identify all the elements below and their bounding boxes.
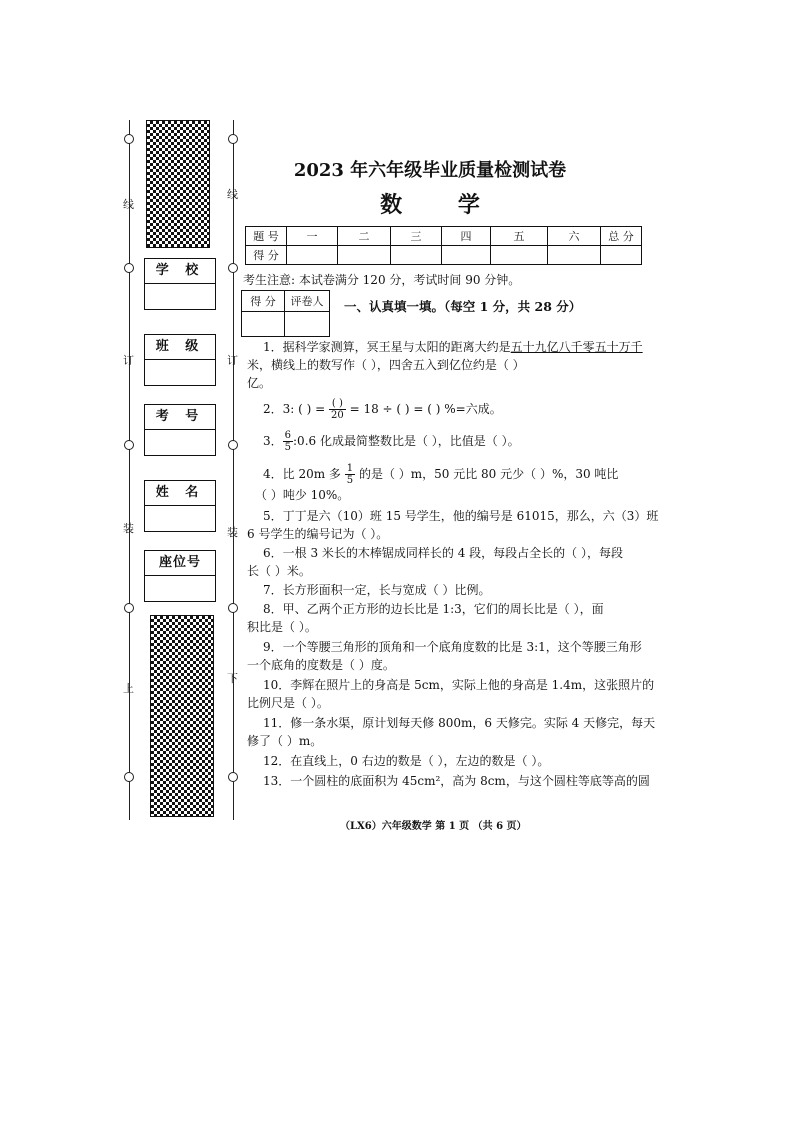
fraction-denominator: 20 (331, 410, 344, 421)
grader-name-cell[interactable] (285, 312, 330, 337)
score-cell[interactable] (548, 246, 601, 265)
question-12: 12．在直线上，0 右边的数是（ ），左边的数是（ ）。 (263, 754, 550, 768)
binding-hole (228, 772, 238, 782)
fraction-denominator: 5 (284, 442, 292, 453)
binding-hole (228, 440, 238, 450)
margin-label-zhuang-right: 装 (227, 526, 238, 539)
score-cell[interactable] (442, 246, 491, 265)
binding-hole (124, 134, 134, 144)
exam-title: 2023 年六年级毕业质量检测试卷 (293, 160, 567, 181)
school-field[interactable] (144, 258, 216, 310)
name-label: 姓 名 (145, 481, 215, 506)
margin-label-zhuang-left: 装 (123, 522, 134, 535)
score-cell[interactable] (338, 246, 391, 265)
question-3 (263, 430, 520, 453)
question-1 (263, 338, 643, 356)
score-header-cell: 六 (548, 227, 601, 246)
score-table (245, 226, 642, 265)
fraction (345, 463, 355, 486)
margin-label-xian-right: 线 (227, 188, 238, 201)
question-7: 7．长方形面积一定，长与宽成（ ）比例。 (263, 583, 491, 597)
exam-note: 考生注意: 本试卷满分 120 分，考试时间 90 分钟。 (243, 273, 521, 287)
binding-hole (228, 263, 238, 273)
checker-pattern-bottom (150, 615, 214, 817)
question-text: = 18 ÷ ( ) = ( ) %=六成。 (349, 402, 502, 416)
fraction-numerator: 1 (346, 463, 354, 474)
fraction (283, 430, 293, 453)
checker-pattern-top (146, 120, 210, 248)
score-header-cell: 二 (338, 227, 391, 246)
grader-table (241, 290, 330, 337)
question-5: 5．丁丁是六（10）班 15 号学生，他的编号是 61015，那么，六（3）班 (263, 509, 659, 523)
score-row-label: 得 分 (246, 246, 287, 265)
page-footer: （LX6）六年级数学 第 1 页 （共 6 页） (340, 821, 527, 832)
question-text: 1．据科学家测算，冥王星与太阳的距离大约是 (263, 340, 511, 354)
binding-hole (124, 440, 134, 450)
question-9: 9．一个等腰三角形的顶角和一个底角度数的比是 3:1，这个等腰三角形 (263, 640, 642, 654)
question-6-line-2: 长（ ）米。 (247, 564, 311, 578)
section-heading: 一、认真填一填。（每空 1 分，共 28 分） (344, 299, 582, 314)
grader-score-cell[interactable] (242, 312, 285, 337)
fraction (329, 398, 346, 421)
score-table-score-row (246, 246, 642, 265)
question-13: 13．一个圆柱的底面积为 45cm²，高为 8cm，与这个圆柱等底等高的圆 (263, 774, 650, 788)
question-9-line-2: 一个底角的度数是（ ）度。 (247, 658, 395, 672)
class-label: 班 级 (145, 335, 215, 360)
question-4-line-2: （ ）吨少 10%。 (255, 488, 350, 502)
school-label: 学 校 (145, 259, 215, 284)
exam-number-field[interactable] (144, 404, 216, 456)
score-header-cell: 五 (491, 227, 548, 246)
margin-label-xia-right: 下 (227, 672, 238, 685)
class-field[interactable] (144, 334, 216, 386)
score-header-cell: 一 (287, 227, 338, 246)
seat-number-label: 座位号 (145, 551, 215, 576)
right-binding-line (233, 120, 234, 820)
exam-number-label: 考 号 (145, 405, 215, 430)
left-binding-line (129, 120, 130, 820)
question-10: 10．李辉在照片上的身高是 5cm，实际上他的身高是 1.4m，这张照片的 (263, 678, 655, 692)
score-cell[interactable] (491, 246, 548, 265)
score-header-cell: 题 号 (246, 227, 287, 246)
question-6: 6．一根 3 米长的木棒锯成同样长的 4 段，每段占全长的（ ），每段 (263, 546, 623, 560)
question-8: 8．甲、乙两个正方形的边长比是 1:3，它们的周长比是（ ），面 (263, 602, 604, 616)
question-text: 2．3: ( ) = (263, 402, 326, 416)
score-header-cell: 三 (391, 227, 442, 246)
binding-hole (228, 134, 238, 144)
grader-name-label: 评卷人 (285, 291, 330, 312)
margin-label-ding-right: 订 (227, 354, 238, 367)
question-text: 的是（ ）m，50 元比 80 元少（ ）%，30 吨比 (358, 467, 619, 481)
margin-label-xian-left: 线 (123, 198, 134, 211)
binding-hole (124, 263, 134, 273)
fraction-numerator: 6 (284, 430, 292, 441)
margin-label-ding-left: 订 (123, 354, 134, 367)
margin-label-shang-left: 上 (123, 682, 134, 695)
question-11-line-2: 修了（ ）m。 (247, 734, 323, 748)
question-underlined-text: 五十九亿八千零五十万千 (510, 340, 643, 354)
score-table-header-row (246, 227, 642, 246)
binding-hole (228, 603, 238, 613)
score-cell[interactable] (391, 246, 442, 265)
question-number: 3． (263, 434, 283, 448)
question-4 (263, 463, 618, 486)
question-2 (263, 398, 502, 421)
name-field[interactable] (144, 480, 216, 532)
fraction-numerator: ( ) (329, 398, 346, 410)
binding-hole (124, 772, 134, 782)
question-1-line-3: 亿。 (247, 376, 272, 390)
question-1-line-2: 米，横线上的数写作（ ），四舍五入到亿位约是（ ） (247, 358, 525, 372)
score-header-cell: 总 分 (601, 227, 642, 246)
question-5-line-2: 6 号学生的编号记为（ ）。 (247, 527, 389, 541)
score-cell[interactable] (287, 246, 338, 265)
score-cell[interactable] (601, 246, 642, 265)
question-11: 11．修一条水渠，原计划每天修 800m，6 天修完。实际 4 天修完，每天 (263, 716, 656, 730)
seat-number-field[interactable] (144, 550, 216, 602)
question-8-line-2: 积比是（ ）。 (247, 620, 317, 634)
question-text: 4．比 20m 多 (263, 467, 341, 481)
exam-subject: 数 学 (380, 192, 504, 218)
score-header-cell: 四 (442, 227, 491, 246)
fraction-denominator: 5 (346, 475, 354, 486)
question-text: :0.6 化成最简整数比是（ ），比值是（ ）。 (293, 434, 520, 448)
grader-score-label: 得 分 (242, 291, 285, 312)
binding-hole (124, 603, 134, 613)
question-10-line-2: 比例尺是（ ）。 (247, 696, 329, 710)
